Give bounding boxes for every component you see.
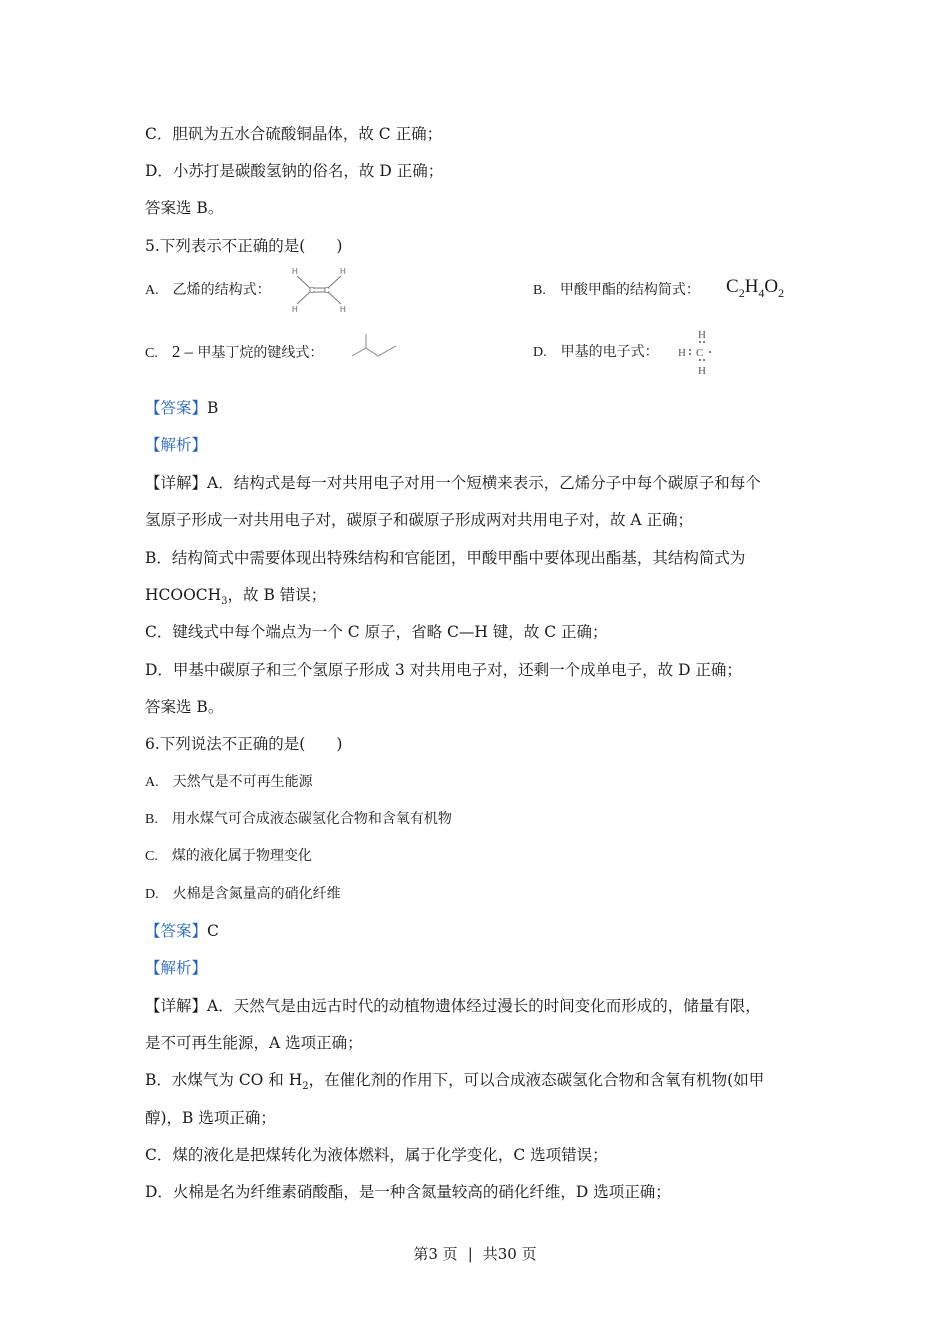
option-text: 乙烯的结构式： xyxy=(172,282,271,298)
detail-label: 【详解】 xyxy=(145,474,208,492)
detail-text: A．天然气是由远古时代的动植物遗体经过漫长的时间变化而形成的，储量有限， xyxy=(207,997,761,1015)
formula-sub: 2 xyxy=(778,285,785,300)
answer-label: 【答案】 xyxy=(145,922,208,940)
option-letter: A. xyxy=(145,775,159,790)
q4-answer-line: 答案选 B。 xyxy=(145,199,224,217)
option-letter: D. xyxy=(145,887,159,902)
page-footer xyxy=(0,1244,950,1264)
option-letter: C. xyxy=(145,849,158,864)
option-letter: C. xyxy=(145,346,158,361)
q5-analysis-label: 【解析】 xyxy=(145,436,208,454)
q5-option-c xyxy=(145,342,323,364)
svg-text:H: H xyxy=(292,267,298,276)
formula-h: H xyxy=(744,276,759,297)
detail-label: 【详解】 xyxy=(145,997,208,1015)
q5-detail-c: C．键线式中每个端点为一个 C 原子，省略 C—H 键，故 C 正确； xyxy=(145,623,608,641)
detail-formula-sub: 3 xyxy=(221,596,228,608)
q4-option-d-explanation: D．小苏打是碳酸氢钠的俗名，故 D 正确； xyxy=(145,162,444,180)
option-letter: A. xyxy=(145,283,159,298)
q6-analysis-label: 【解析】 xyxy=(145,959,208,977)
methyl-formate-formula xyxy=(726,277,784,303)
svg-text:H: H xyxy=(698,365,706,376)
q6-option-c xyxy=(145,846,312,867)
svg-text:H: H xyxy=(340,267,346,276)
formula-sub: 4 xyxy=(758,285,765,300)
option-text: 煤的液化属于物理变化 xyxy=(171,848,312,864)
option-text: 天然气是不可再生能源 xyxy=(172,774,313,790)
q5-option-d xyxy=(533,342,659,363)
svg-text:C: C xyxy=(324,286,330,295)
detail-text: ，故 B 错误； xyxy=(227,586,327,604)
svg-text:H: H xyxy=(292,305,298,314)
q5-stem: 5.下列表示不正确的是( ) xyxy=(145,237,343,255)
q6-detail-b-line1 xyxy=(145,1070,764,1097)
detail-formula: HCOOCH xyxy=(145,586,222,604)
q4-option-c-explanation: C．胆矾为五水合硫酸铜晶体，故 C 正确； xyxy=(145,125,443,143)
svg-text:H: H xyxy=(340,305,346,314)
detail-text: B．水煤气为 CO 和 H xyxy=(145,1071,303,1089)
q5-detail-a-line2: 氢原子形成一对共用电子对，碳原子和碳原子形成两对共用电子对，故 A 正确； xyxy=(145,511,694,529)
answer-value: B xyxy=(207,399,219,417)
option-text: 甲基丁烷的键线式： xyxy=(197,345,324,361)
methylbutane-skeletal-image xyxy=(350,332,400,364)
q5-answer xyxy=(145,398,218,418)
detail-formula-sub: 2 xyxy=(302,1081,309,1093)
q6-option-a xyxy=(145,772,313,793)
q5-detail-b-line1: B．结构简式中需要体现出特殊结构和官能团，甲酸甲酯中要体现出酯基，其结构简式为 xyxy=(145,549,746,567)
detail-text: A．结构式是每一对共用电子对用一个短横来表示，乙烯分子中每个碳原子和每个 xyxy=(207,474,761,492)
q6-option-b xyxy=(145,809,452,830)
svg-text:C: C xyxy=(696,347,704,359)
answer-value: C xyxy=(207,922,219,940)
page-total: 共30 页 xyxy=(482,1245,537,1263)
formula-c: C xyxy=(726,276,739,297)
q6-stem: 6.下列说法不正确的是( ) xyxy=(145,735,343,753)
page-number: 第3 页 xyxy=(413,1245,458,1263)
svg-text:H: H xyxy=(698,329,706,341)
option-letter: B. xyxy=(145,812,158,827)
svg-text:C: C xyxy=(309,286,315,295)
detail-text: ，在催化剂的作用下，可以合成液态碳氢化合物和含氧有机物(如甲 xyxy=(308,1071,765,1089)
option-text: 火棉是含氮量高的硝化纤维 xyxy=(172,886,341,902)
option-letter: B. xyxy=(533,283,546,298)
answer-label: 【答案】 xyxy=(145,399,208,417)
q6-detail-d: D．火棉是名为纤维素硝酸酯，是一种含氮量较高的硝化纤维，D 选项正确； xyxy=(145,1183,671,1201)
q5-answer-line: 答案选 B。 xyxy=(145,698,224,716)
q6-answer xyxy=(145,921,219,941)
option-letter: D. xyxy=(533,345,547,360)
q6-detail-a-line2: 是不可再生能源，A 选项正确； xyxy=(145,1034,363,1052)
ethylene-structure-image xyxy=(288,266,350,314)
footer-separator: | xyxy=(467,1245,473,1263)
option-prefix: 2 – xyxy=(171,342,198,361)
option-text: 甲基的电子式： xyxy=(560,344,659,360)
formula-o: O xyxy=(764,276,779,297)
q6-option-d xyxy=(145,884,341,905)
q5-option-b xyxy=(533,280,700,301)
q6-detail-b-line2: 醇)，B 选项正确； xyxy=(145,1109,276,1127)
formula-sub: 2 xyxy=(738,285,745,300)
option-text: 用水煤气可合成液态碳氢化合物和含氧有机物 xyxy=(171,811,452,827)
q5-option-a xyxy=(145,280,271,301)
q5-detail-a-line1 xyxy=(145,473,761,493)
methyl-electron-formula-image xyxy=(674,326,718,376)
q6-detail-c: C．煤的液化是把煤转化为液体燃料，属于化学变化，C 选项错误； xyxy=(145,1146,608,1164)
q6-detail-a-line1 xyxy=(145,996,761,1016)
q5-detail-d: D．甲基中碳原子和三个氢原子形成 3 对共用电子对，还剩一个成单电子，故 D 正确； xyxy=(145,661,742,679)
option-text: 甲酸甲酯的结构简式： xyxy=(559,282,700,298)
q5-detail-b-line2 xyxy=(145,585,326,612)
svg-text:H: H xyxy=(678,347,686,359)
